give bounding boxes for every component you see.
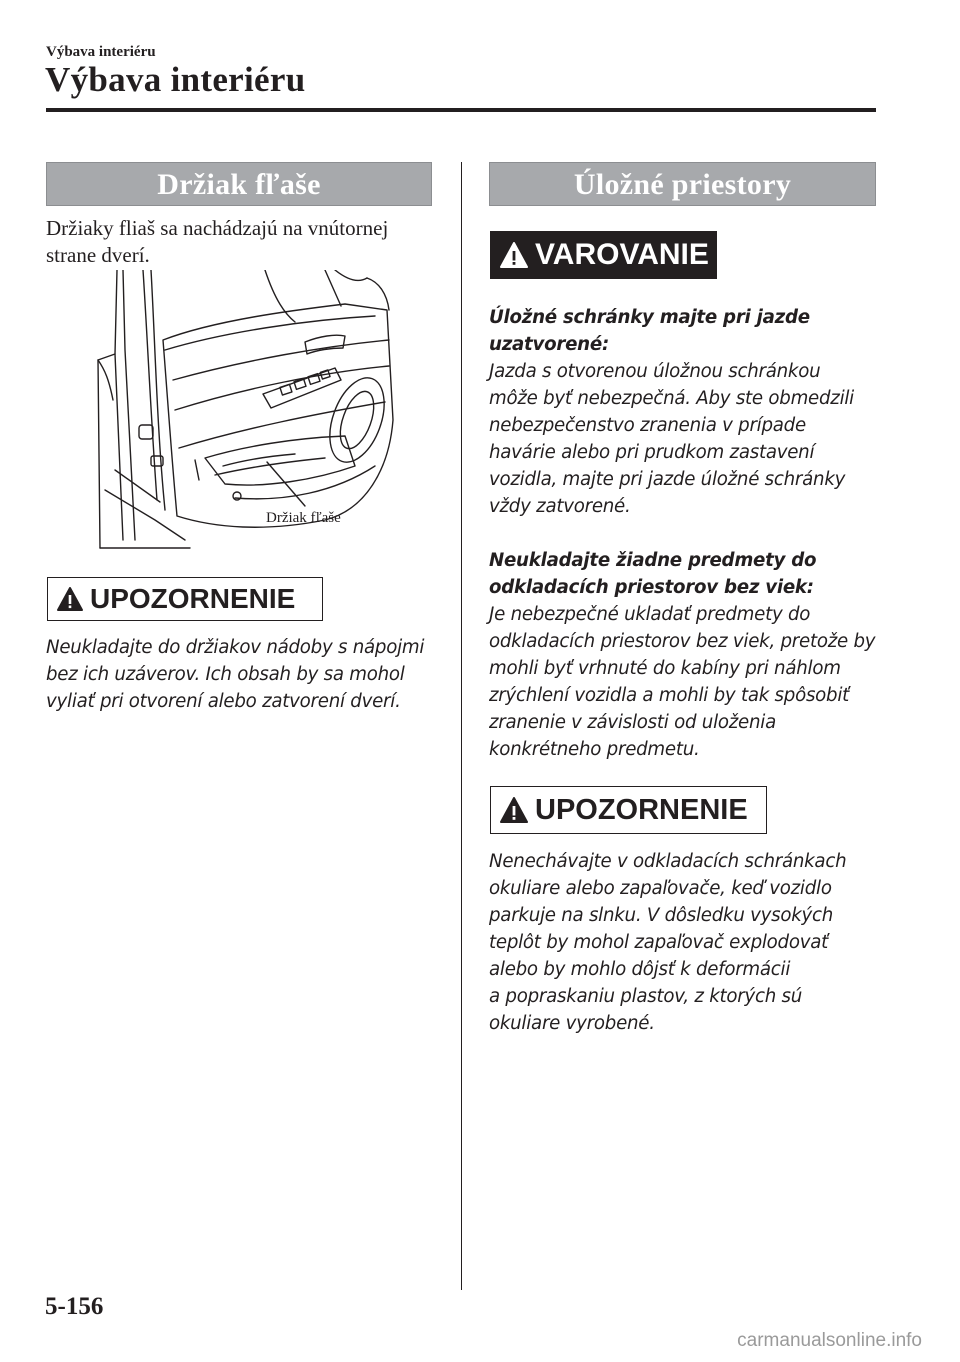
warning-line: Je nebezpečné ukladať predmety do (489, 604, 811, 625)
warning-line: Jazda s otvorenou úložnou schránkou (489, 361, 821, 382)
caution-line: Nenechávajte v odkladacích schránkach (489, 851, 847, 872)
warning-line: môže byť nebezpečná. Aby ste obmedzili (489, 388, 854, 409)
page-number: 5-156 (45, 1293, 104, 1320)
caution-text (489, 848, 879, 1037)
intro-line: strane dverí. (46, 243, 150, 267)
caution-line: okuliare alebo zapaľovače, keď vozidlo (489, 878, 832, 899)
running-head: Výbava interiéru (46, 44, 156, 60)
caution-text (46, 634, 446, 715)
warning-text (489, 304, 879, 763)
warning-triangle-icon (499, 796, 529, 824)
warning-triangle-icon (499, 241, 529, 269)
caution-label: UPOZORNENIE (535, 793, 748, 826)
warning-line: odkladacích priestorov bez viek, pretože by (489, 631, 876, 652)
caution-line: bez ich uzáverov. Ich obsah by sa mohol (46, 664, 405, 685)
chapter-title: Výbava interiéru (45, 60, 306, 99)
caution-badge (490, 786, 767, 834)
warning-heading-line: Úložné schránky majte pri jazde (489, 307, 810, 328)
intro-line: Držiaky fliaš sa nachádzajú na vnútornej (46, 216, 389, 240)
caution-badge (47, 577, 323, 621)
caution-line: a popraskaniu plastov, z ktorých sú (489, 986, 803, 1007)
warning-badge (490, 231, 717, 279)
section-title-bottle-holder: Držiak fľaše (46, 162, 432, 206)
warning-label: VAROVANIE (535, 238, 709, 271)
column-divider (461, 162, 462, 1290)
warning-heading-line: odkladacích priestorov bez viek: (489, 577, 814, 598)
section-title-storage: Úložné priestory (489, 162, 876, 206)
title-rule (46, 108, 876, 112)
door-illustration (95, 270, 395, 552)
warning-line: zranenie v závislosti od uloženia (489, 712, 776, 733)
figure-caption: Držiak fľaše (266, 510, 341, 526)
intro-text (46, 215, 446, 269)
warning-heading-line: uzatvorené: (489, 334, 609, 355)
warning-heading-line: Neukladajte žiadne predmety do (489, 550, 817, 571)
warning-line: vždy zatvorené. (489, 496, 631, 517)
warning-line: mohli byť vrhnuté do kabíny pri náhlom (489, 658, 841, 679)
warning-line: havárie alebo pri prudkom zastavení (489, 442, 815, 463)
warning-line: zrýchlení vozidla a mohli by tak spôsobiť (489, 685, 850, 706)
warning-line: vozidla, majte pri jazde úložné schránky (489, 469, 846, 490)
caution-line: Neukladajte do držiakov nádoby s nápojmi (46, 637, 425, 658)
caution-label: UPOZORNENIE (90, 583, 296, 614)
warning-item-1 (489, 304, 879, 520)
caution-line: vyliať pri otvorení alebo zatvorení dverí. (46, 691, 401, 712)
caution-line: alebo by mohlo dôjsť k deformácii (489, 959, 791, 980)
watermark: carmanualsonline.info (737, 1330, 922, 1351)
caution-line: okuliare vyrobené. (489, 1013, 655, 1034)
warning-triangle-icon (56, 586, 84, 612)
caution-line: teplôt by mohol zapaľovač explodovať (489, 932, 829, 953)
warning-line: nebezpečenstvo zranenia v prípade (489, 415, 806, 436)
warning-line: konkrétneho predmetu. (489, 739, 700, 760)
caution-line: parkuje na slnku. V dôsledku vysokých (489, 905, 834, 926)
warning-item-2 (489, 547, 879, 763)
